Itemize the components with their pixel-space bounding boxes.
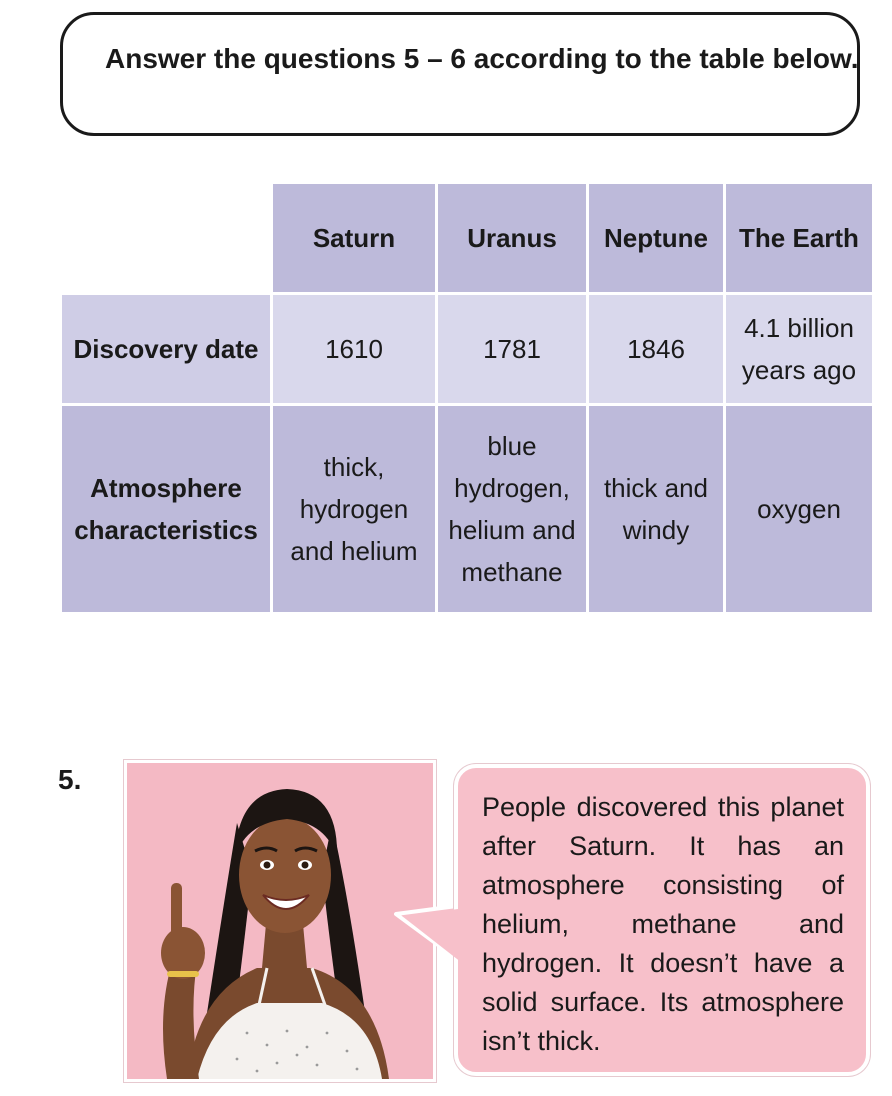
table-cell: 4.1 billion years ago — [726, 295, 872, 403]
table-cell: 1781 — [438, 295, 586, 403]
speech-bubble — [454, 764, 870, 1076]
column-header-earth: The Earth — [726, 184, 872, 292]
column-header-uranus: Uranus — [438, 184, 586, 292]
table-row — [62, 295, 872, 403]
instruction-box — [60, 12, 860, 136]
question-number: 5. — [58, 764, 82, 795]
instruction-text: Answer the questions 5 – 6 according to the table below. — [105, 43, 859, 74]
column-header-saturn: Saturn — [273, 184, 435, 292]
table-cell: 1610 — [273, 295, 435, 403]
smiling-woman-illustration — [127, 763, 433, 1079]
column-header-neptune: Neptune — [589, 184, 723, 292]
table-cell: thick, hydrogen and helium — [273, 406, 435, 612]
speech-bubble-text: People discovered this planet after Saturn. It has an atmosphere consisting of helium, methane and hydrogen. It doesn’t have a solid surface. Its atmosphere isn’t thick. — [482, 792, 844, 1056]
student-photo — [124, 760, 436, 1082]
row-header-discovery-date: Discovery date — [62, 295, 270, 403]
speech-bubble-tail-fill — [398, 906, 468, 976]
table-cell: 1846 — [589, 295, 723, 403]
row-header-atmosphere: Atmosphere characteristics — [62, 406, 270, 612]
table-row — [62, 406, 872, 612]
table-header-row — [62, 184, 872, 292]
table-cell: blue hydrogen, helium and methane — [438, 406, 586, 612]
planet-table — [59, 181, 875, 615]
table-cell: oxygen — [726, 406, 872, 612]
table-cell: thick and windy — [589, 406, 723, 612]
table-corner-cell — [62, 184, 270, 292]
